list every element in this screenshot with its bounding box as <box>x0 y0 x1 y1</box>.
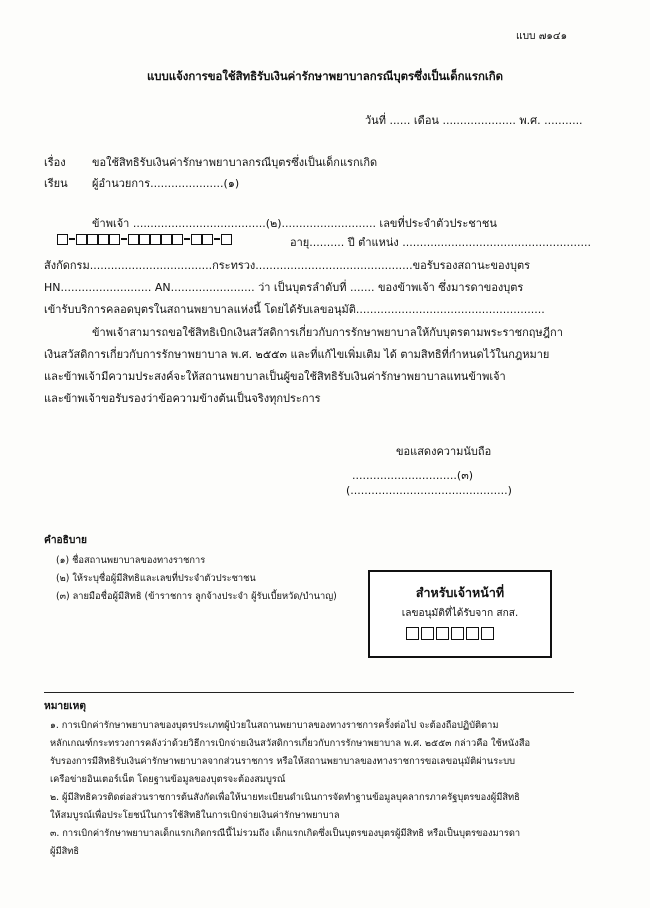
id-digit-box[interactable] <box>76 234 87 245</box>
officer-box-title: สำหรับเจ้าหน้าที่ <box>415 585 505 600</box>
approval-number-boxes[interactable] <box>406 627 494 640</box>
form-code: แบบ ๗๑๔๑ <box>516 31 568 42</box>
approval-digit-box[interactable] <box>406 627 419 640</box>
to-label: เรียน <box>44 177 68 190</box>
subject-text: ขอใช้สิทธิรับเงินค่ารักษาพยาบาลกรณีบุตรซึ่งเป็นเด็กแรกเกิด <box>92 156 378 169</box>
note-line: ให้สมบูรณ์เพื่อประโยชน์ในการใช้สิทธิในการเบิกจ่ายเงินค่ารักษาพยาบาล <box>50 810 340 821</box>
approval-digit-box[interactable] <box>421 627 434 640</box>
note-line: ผู้มีสิทธิ <box>50 846 80 857</box>
id-digit-box[interactable] <box>109 234 120 245</box>
officer-box-text: เลขอนุมัติที่ได้รับจาก สกส. <box>401 608 519 619</box>
note-line: ๓. การเบิกค่ารักษาพยาบาลเด็กแรกเกิดกรณีนี้ไม่รวมถึง เด็กแรกเกิดซึ่งเป็นบุตรของบุตรผู้มีสิทธิ หรือเป็นบุตรของมารดา <box>50 828 521 839</box>
subject-label: เรื่อง <box>44 156 66 169</box>
id-digit-box[interactable] <box>161 234 172 245</box>
applicant-line[interactable]: ข้าพเจ้า ......................................(๒)........................... เลขที่ประจำตัวประชาชน <box>92 217 497 230</box>
date-line[interactable]: วันที่ ...... เดือน ..................... พ.ศ. ........... <box>365 114 583 127</box>
hn-an-line[interactable]: HN.......................... AN........................ ว่า เป็นบุตรลำดับที่ ....... ของข้าพเจ้า ซึ่งมารดาของบุตร <box>44 281 524 294</box>
approval-digit-box[interactable] <box>481 627 494 640</box>
id-digit-box[interactable] <box>202 234 213 245</box>
para2-line-4: และข้าพเจ้าขอรับรองว่าข้อความข้างต้นเป็นจริงทุกประการ <box>44 392 321 405</box>
id-separator <box>69 238 75 239</box>
age-position-line[interactable]: อายุ.......... ปี ตำแหน่ง ...................................................... <box>290 236 592 249</box>
approval-digit-box[interactable] <box>466 627 479 640</box>
para2-line-2: เงินสวัสดิการเกี่ยวกับการรักษาพยาบาล พ.ศ. ๒๕๕๓ และที่แก้ไขเพิ่มเติม ได้ ตามสิทธิที่กำหนดไว้ในกฎหมาย <box>44 348 550 361</box>
notes-title: หมายเหตุ <box>44 701 86 712</box>
to-field[interactable]: ผู้อำนวยการ.....................(๑) <box>92 177 240 190</box>
id-digit-box[interactable] <box>57 234 68 245</box>
note-line: ๒. ผู้มีสิทธิควรติดต่อส่วนราชการต้นสังกัดเพื่อให้นายทะเบียนดำเนินการจัดทำฐานข้อมูลบุคลากรภาครัฐบุตรของผู้มีสิทธิ <box>50 792 520 803</box>
para2-line-1: ข้าพเจ้าสามารถขอใช้สิทธิเบิกเงินสวัสดิการเกี่ยวกับการรักษาพยาบาลให้กับบุตรตามพระราชกฤษฎีกา <box>92 326 563 339</box>
id-separator <box>121 238 127 239</box>
explanation-item: (๒) ให้ระบุชื่อผู้มีสิทธิและเลขที่ประจำตัวประชาชน <box>56 573 256 584</box>
notes-divider <box>44 692 574 693</box>
id-digit-box[interactable] <box>221 234 232 245</box>
agency-line[interactable]: สังกัดกรม...................................กระทรวง.............................................ขอรับรองสถานะของบุตร <box>44 259 531 272</box>
id-digit-box[interactable] <box>139 234 150 245</box>
id-digit-box[interactable] <box>150 234 161 245</box>
note-line: รับรองการมีสิทธิรับเงินค่ารักษาพยาบาลจากส่วนราชการ หรือให้สถานพยาบาลของทางราชการขอเลขอนุมัติผ่านระบบ <box>50 756 516 767</box>
id-digit-box[interactable] <box>87 234 98 245</box>
note-line: หลักเกณฑ์กระทรวงการคลังว่าด้วยวิธีการเบิกจ่ายเงินสวัสดิการเกี่ยวกับการรักษาพยาบาล พ.ศ. ๒๕๕๓ กล่าวคือ ใช้หนังสือ <box>50 738 531 749</box>
note-line: ๑. การเบิกค่ารักษาพยาบาลของบุตรประเภทผู้ป่วยในสถานพยาบาลของทางราชการครั้งต่อไป จะต้องถือปฏิบัติตาม <box>50 720 499 731</box>
officer-box <box>368 570 552 658</box>
approval-digit-box[interactable] <box>436 627 449 640</box>
id-digit-box[interactable] <box>128 234 139 245</box>
id-digit-box[interactable] <box>172 234 183 245</box>
service-line[interactable]: เข้ารับบริการคลอดบุตรในสถานพยาบาลแห่งนี้ โดยได้รับเลขอนุมัติ...................................................... <box>44 303 545 316</box>
id-separator <box>184 238 190 239</box>
citizen-id-boxes[interactable] <box>57 232 232 246</box>
id-digit-box[interactable] <box>191 234 202 245</box>
note-line: เครือข่ายอินเตอร์เน็ต โดยฐานข้อมูลของบุตรจะต้องสมบูรณ์ <box>50 774 286 785</box>
para2-line-3: และข้าพเจ้ามีความประสงค์จะให้สถานพยาบาลเป็นผู้ขอใช้สิทธิรับเงินค่ารักษาพยาบาลแทนข้าพเจ้า <box>44 370 506 383</box>
explanation-item: (๑) ชื่อสถานพยาบาลของทางราชการ <box>56 555 206 566</box>
explanation-title: คำอธิบาย <box>44 535 88 546</box>
form-title: แบบแจ้งการขอใช้สิทธิรับเงินค่ารักษาพยาบาลกรณีบุตรซึ่งเป็นเด็กแรกเกิด <box>146 69 504 83</box>
closing: ขอแสดงความนับถือ <box>396 445 492 458</box>
signature-name-line[interactable]: (.............................................) <box>346 484 512 497</box>
signature-line[interactable]: ..............................(๓) <box>352 469 473 482</box>
id-separator <box>214 238 220 239</box>
id-digit-box[interactable] <box>98 234 109 245</box>
approval-digit-box[interactable] <box>451 627 464 640</box>
explanation-item: (๓) ลายมือชื่อผู้มีสิทธิ (ข้าราชการ ลูกจ้างประจำ ผู้รับเบี้ยหวัด/บำนาญ) <box>56 591 337 602</box>
